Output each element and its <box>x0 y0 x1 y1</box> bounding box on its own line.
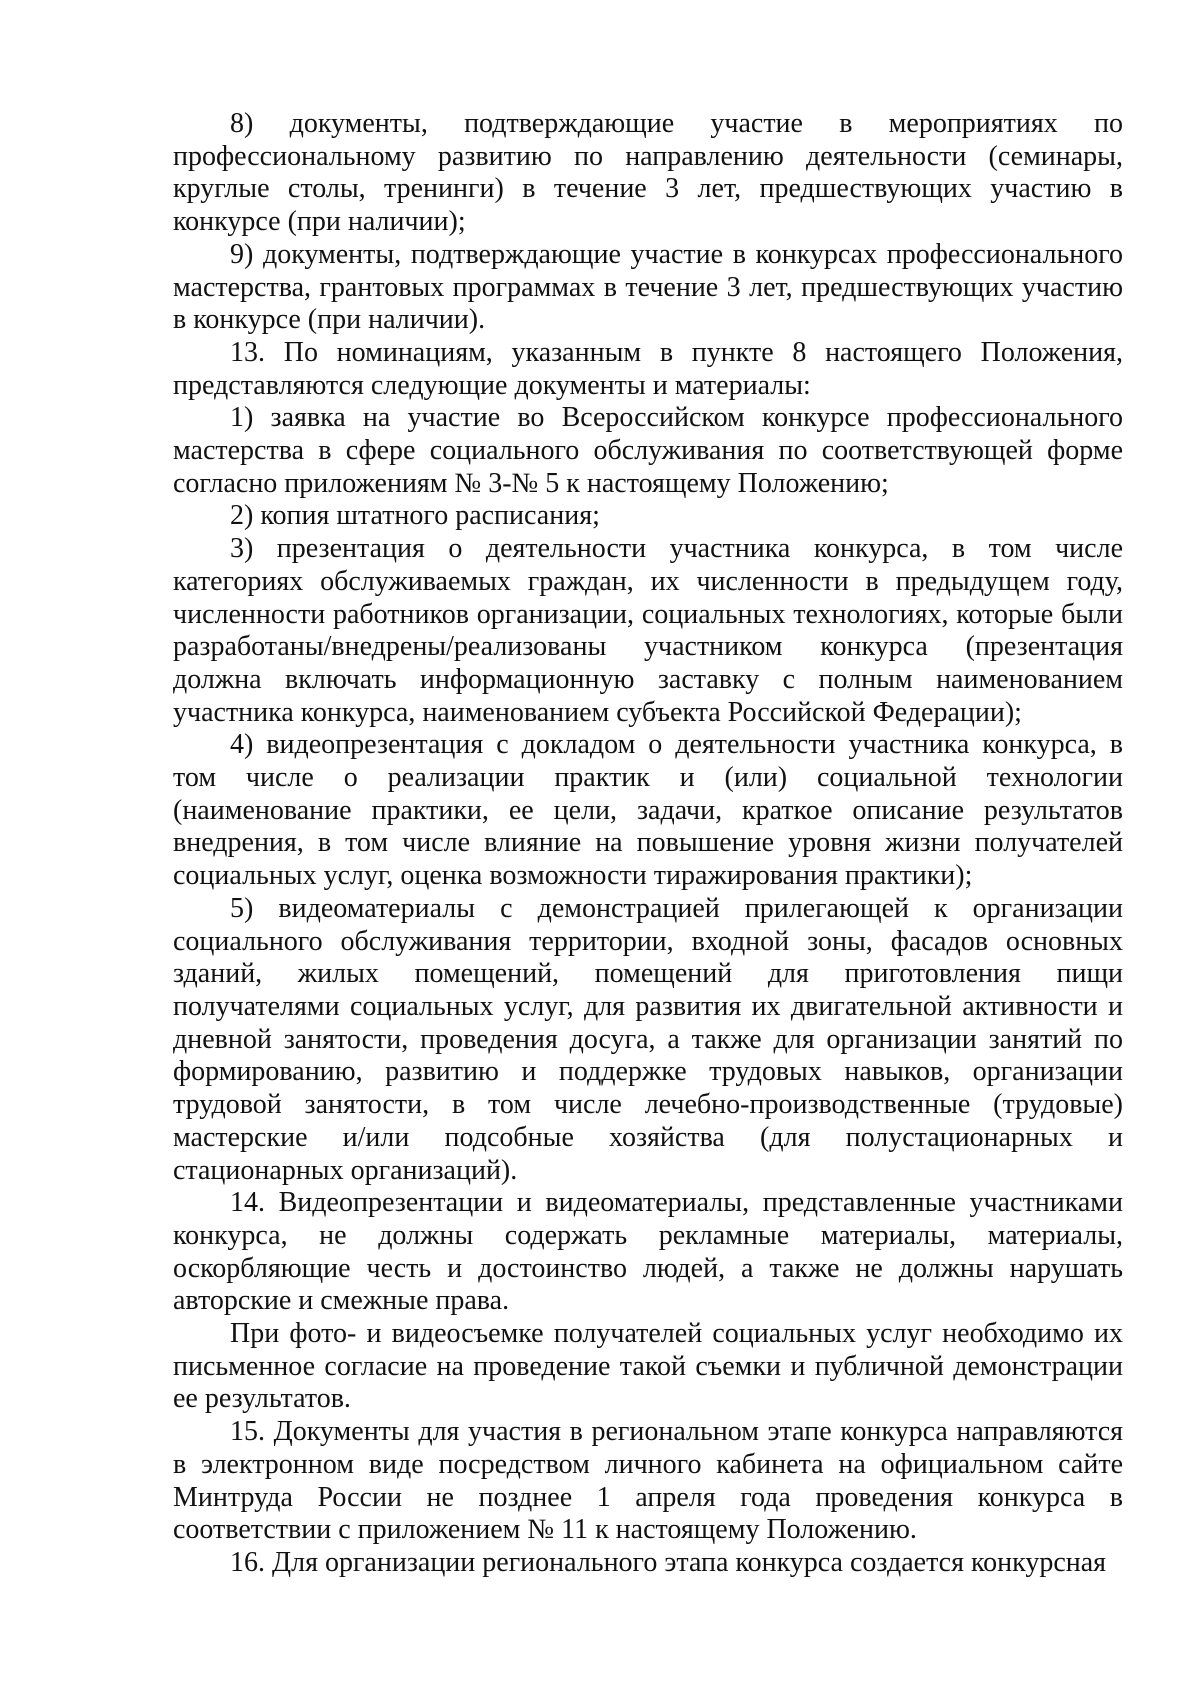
paragraph-item-5: 5) видеоматериалы с демонстрацией прилегающей к организации социального обслуживания территории, входной зоны, фасадов основных зданий, жилых помещений, помещений для приготовления пищи получателями социальных услуг, для развития их двигательной активности и дневной занятости, проведения досуга, а также для организации занятий по формированию, развитию и поддержке трудовых навыков, организации трудовой занятости, в том числе лечебно-производственные (трудовые) мастерские и/или подсобные хозяйства (для полустационарных и стационарных организаций). <box>173 892 1123 1186</box>
paragraph-section-14: 14. Видеопрезентации и видеоматериалы, представленные участниками конкурса, не должны содержать рекламные материалы, материалы, оскорбляющие честь и достоинство людей, а также не должны нарушать авторские и смежные права. <box>173 1187 1123 1317</box>
document-page <box>173 108 1123 1580</box>
paragraph-item-4: 4) видеопрезентация с докладом о деятельности участника конкурса, в том числе о реализации практик и (или) социальной технологии (наименование практики, ее цели, задачи, краткое описание результатов внедрения, в том числе влияние на повышение уровня жизни получателей социальных услуг, оценка возможности тиражирования практики); <box>173 729 1123 892</box>
paragraph-item-2: 2) копия штатного расписания; <box>230 500 600 532</box>
paragraph-consent: При фото- и видеосъемке получателей социальных услуг необходимо их письменное согласие на проведение такой съемки и публичной демонстрации ее результатов. <box>173 1318 1123 1415</box>
paragraph-item-3: 3) презентация о деятельности участника конкурса, в том числе категориях обслуживаемых граждан, их численности в предыдущем году, численности работников организации, социальных технологиях, которые были разработаны/внедрены/реализованы участником конкурса (презентация должна включать информационную заставку с полным наименованием участника конкурса, наименованием субъекта Российской Федерации); <box>173 533 1123 728</box>
paragraph-item-1: 1) заявка на участие во Всероссийском конкурсе профессионального мастерства в сфере социального обслуживания по соответствующей форме согласно приложениям № 3-№ 5 к настоящему Положению; <box>173 402 1123 499</box>
paragraph-item-8: 8) документы, подтверждающие участие в мероприятиях по профессиональному развитию по направлению деятельности (семинары, круглые столы, тренинги) в течение 3 лет, предшествующих участию в конкурсе (при наличии); <box>173 108 1123 238</box>
paragraph-item-9: 9) документы, подтверждающие участие в конкурсах профессионального мастерства, грантовых программах в течение 3 лет, предшествующих участию в конкурсе (при наличии). <box>173 238 1123 336</box>
paragraph-section-13: 13. По номинациям, указанным в пункте 8 настоящего Положения, представляются следующие документы и материалы: <box>173 336 1123 401</box>
paragraph-section-15: 15. Документы для участия в региональном этапе конкурса направляются в электронном виде посредством личного кабинета на официальном сайте Минтруда России не позднее 1 апреля года проведения конкурса в соответствии с приложением № 11 к настоящему Положению. <box>173 1416 1123 1546</box>
paragraph-section-16: 16. Для организации регионального этапа конкурса создается конкурсная <box>230 1546 1107 1578</box>
